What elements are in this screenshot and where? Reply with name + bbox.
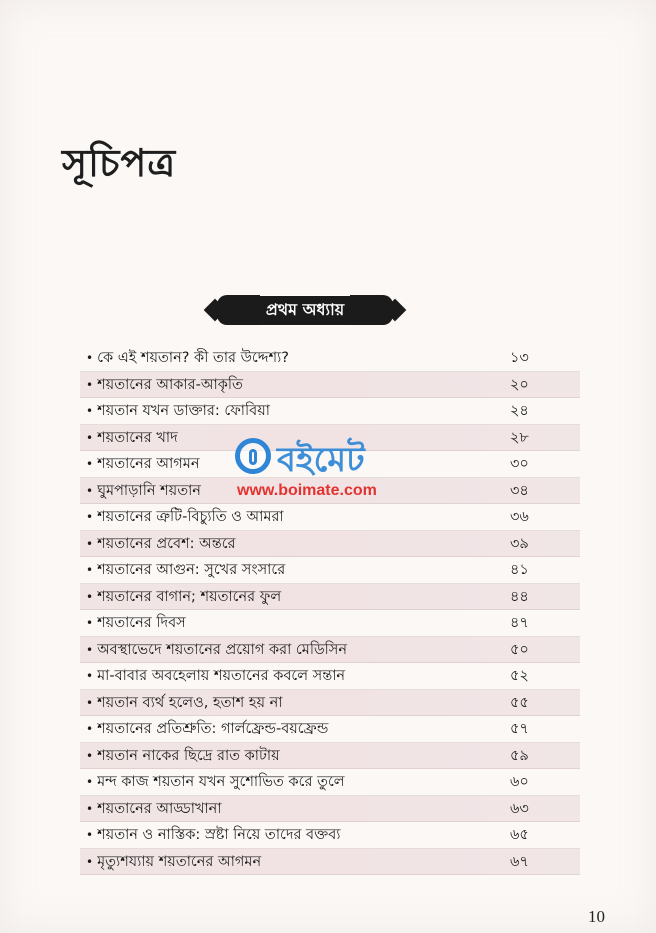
bullet-icon: • bbox=[86, 722, 94, 736]
bullet-icon: • bbox=[86, 775, 94, 789]
toc-entry-title: শয়তানের ত্রুটি-বিচ্যুতি ও আমরা bbox=[97, 509, 284, 525]
bullet-icon: • bbox=[86, 430, 94, 445]
toc-entry-page: ৪১ bbox=[510, 562, 529, 578]
toc-entry bbox=[80, 716, 580, 743]
toc-entry-page: ৫৭ bbox=[510, 721, 529, 737]
toc-entry-page: ৫২ bbox=[510, 668, 529, 684]
bullet-icon: • bbox=[86, 457, 94, 471]
toc-entry-title: শয়তান নাকের ছিদ্রে রাত কাটায় bbox=[97, 747, 280, 764]
toc-entry-title: শয়তানের প্রতিশ্রুতি: গার্লফ্রেন্ড-বয়ফ্রেন্ড bbox=[97, 721, 329, 737]
toc-entry-page: ১৩ bbox=[510, 350, 529, 366]
bullet-icon: • bbox=[86, 801, 94, 816]
toc-entry bbox=[80, 849, 580, 876]
toc-entry-page: ২৮ bbox=[510, 429, 529, 446]
watermark bbox=[235, 434, 415, 504]
watermark-name: বইমেট bbox=[277, 440, 365, 480]
toc-entry-title: শয়তান যখন ডাক্তার: ফোবিয়া bbox=[97, 403, 270, 419]
toc-entry-title: শয়তানের খাদ bbox=[97, 429, 178, 446]
toc-entry-title: শয়তানের আড্ডাখানা bbox=[97, 800, 222, 817]
toc-entry-page: ৬০ bbox=[510, 774, 529, 790]
toc-entry-page: ৪৪ bbox=[510, 588, 529, 605]
toc-entry bbox=[80, 663, 580, 690]
bullet-icon: • bbox=[86, 563, 94, 577]
bullet-icon: • bbox=[86, 854, 94, 869]
table-of-contents bbox=[80, 345, 580, 875]
toc-entry bbox=[80, 610, 580, 637]
bullet-icon: • bbox=[86, 748, 94, 763]
toc-entry-page: ২৪ bbox=[510, 403, 529, 419]
toc-entry-title: মা-বাবার অবহেলায় শয়তানের কবলে সন্তান bbox=[97, 668, 346, 684]
toc-entry-title: মন্দ কাজ শয়তান যখন সুশোভিত করে তুলে bbox=[97, 774, 345, 790]
bullet-icon: • bbox=[86, 483, 94, 498]
bullet-icon: • bbox=[86, 589, 94, 604]
toc-entry-page: ৪৭ bbox=[510, 615, 529, 631]
watermark-url: www.boimate.com bbox=[237, 482, 377, 499]
toc-entry-page: ৩০ bbox=[510, 456, 529, 472]
bullet-icon: • bbox=[86, 351, 94, 365]
bullet-icon: • bbox=[86, 642, 94, 657]
bullet-icon: • bbox=[86, 510, 94, 524]
toc-entry-title: কে এই শয়তান? কী তার উদ্দেশ্য? bbox=[97, 350, 289, 366]
toc-entry bbox=[80, 690, 580, 717]
chapter-banner bbox=[205, 293, 405, 327]
toc-entry-title: শয়তান ব্যর্থ হলেও, হতাশ হয় না bbox=[97, 694, 283, 711]
toc-entry-title: ঘুমপাড়ানি শয়তান bbox=[97, 482, 201, 499]
toc-entry-page: ৩৯ bbox=[510, 535, 529, 552]
toc-entry bbox=[80, 504, 580, 531]
toc-entry-title: শয়তানের বাগান; শয়তানের ফুল bbox=[97, 588, 282, 605]
toc-entry-title: শয়তানের দিবস bbox=[97, 615, 186, 631]
toc-entry bbox=[80, 372, 580, 399]
toc-entry bbox=[80, 557, 580, 584]
bullet-icon: • bbox=[86, 669, 94, 683]
toc-entry-title: মৃত্যুশয্যায় শয়তানের আগমন bbox=[97, 853, 262, 870]
toc-entry-title: শয়তান ও নাস্তিক: স্রষ্টা নিয়ে তাদের বক্তব্য bbox=[97, 827, 341, 843]
bullet-icon: • bbox=[86, 616, 94, 630]
toc-entry bbox=[80, 822, 580, 849]
bullet-icon: • bbox=[86, 377, 94, 392]
toc-entry bbox=[80, 769, 580, 796]
toc-entry-page: ৩৪ bbox=[510, 482, 529, 499]
bullet-icon: • bbox=[86, 404, 94, 418]
toc-entry bbox=[80, 345, 580, 372]
toc-entry-page: ৩৬ bbox=[510, 509, 529, 525]
paperclip-icon bbox=[235, 438, 271, 474]
toc-entry bbox=[80, 398, 580, 425]
toc-entry-title: অবস্থাভেদে শয়তানের প্রয়োগ করা মেডিসিন bbox=[97, 641, 348, 658]
toc-entry-title: শয়তানের প্রবেশ: অন্তরে bbox=[97, 535, 236, 552]
toc-entry-title: শয়তানের আকার-আকৃতি bbox=[97, 376, 243, 393]
toc-entry bbox=[80, 637, 580, 664]
toc-entry bbox=[80, 531, 580, 558]
toc-entry bbox=[80, 584, 580, 611]
page-title: সূচিপত্র bbox=[62, 140, 177, 185]
toc-entry-page: ৬৩ bbox=[510, 800, 529, 817]
toc-entry-page: ৫৫ bbox=[510, 694, 529, 711]
bullet-icon: • bbox=[86, 828, 94, 842]
bullet-icon: • bbox=[86, 536, 94, 551]
toc-entry-page: ২০ bbox=[510, 376, 529, 393]
toc-entry bbox=[80, 796, 580, 823]
row-divider bbox=[80, 874, 580, 875]
toc-entry bbox=[80, 743, 580, 770]
toc-entry-title: শয়তানের আগমন bbox=[97, 456, 200, 472]
toc-entry-title: শয়তানের আগুন: সুখের সংসারে bbox=[97, 562, 286, 578]
page-number: 10 bbox=[588, 907, 605, 926]
toc-entry-page: ৬৭ bbox=[510, 853, 529, 870]
toc-entry-page: ৫০ bbox=[510, 641, 529, 658]
bullet-icon: • bbox=[86, 695, 94, 710]
chapter-heading: প্রথম অধ্যায় bbox=[260, 295, 350, 326]
banner-body bbox=[217, 295, 393, 325]
toc-entry-page: ৫৯ bbox=[510, 747, 529, 764]
toc-entry-page: ৬৫ bbox=[510, 827, 529, 843]
